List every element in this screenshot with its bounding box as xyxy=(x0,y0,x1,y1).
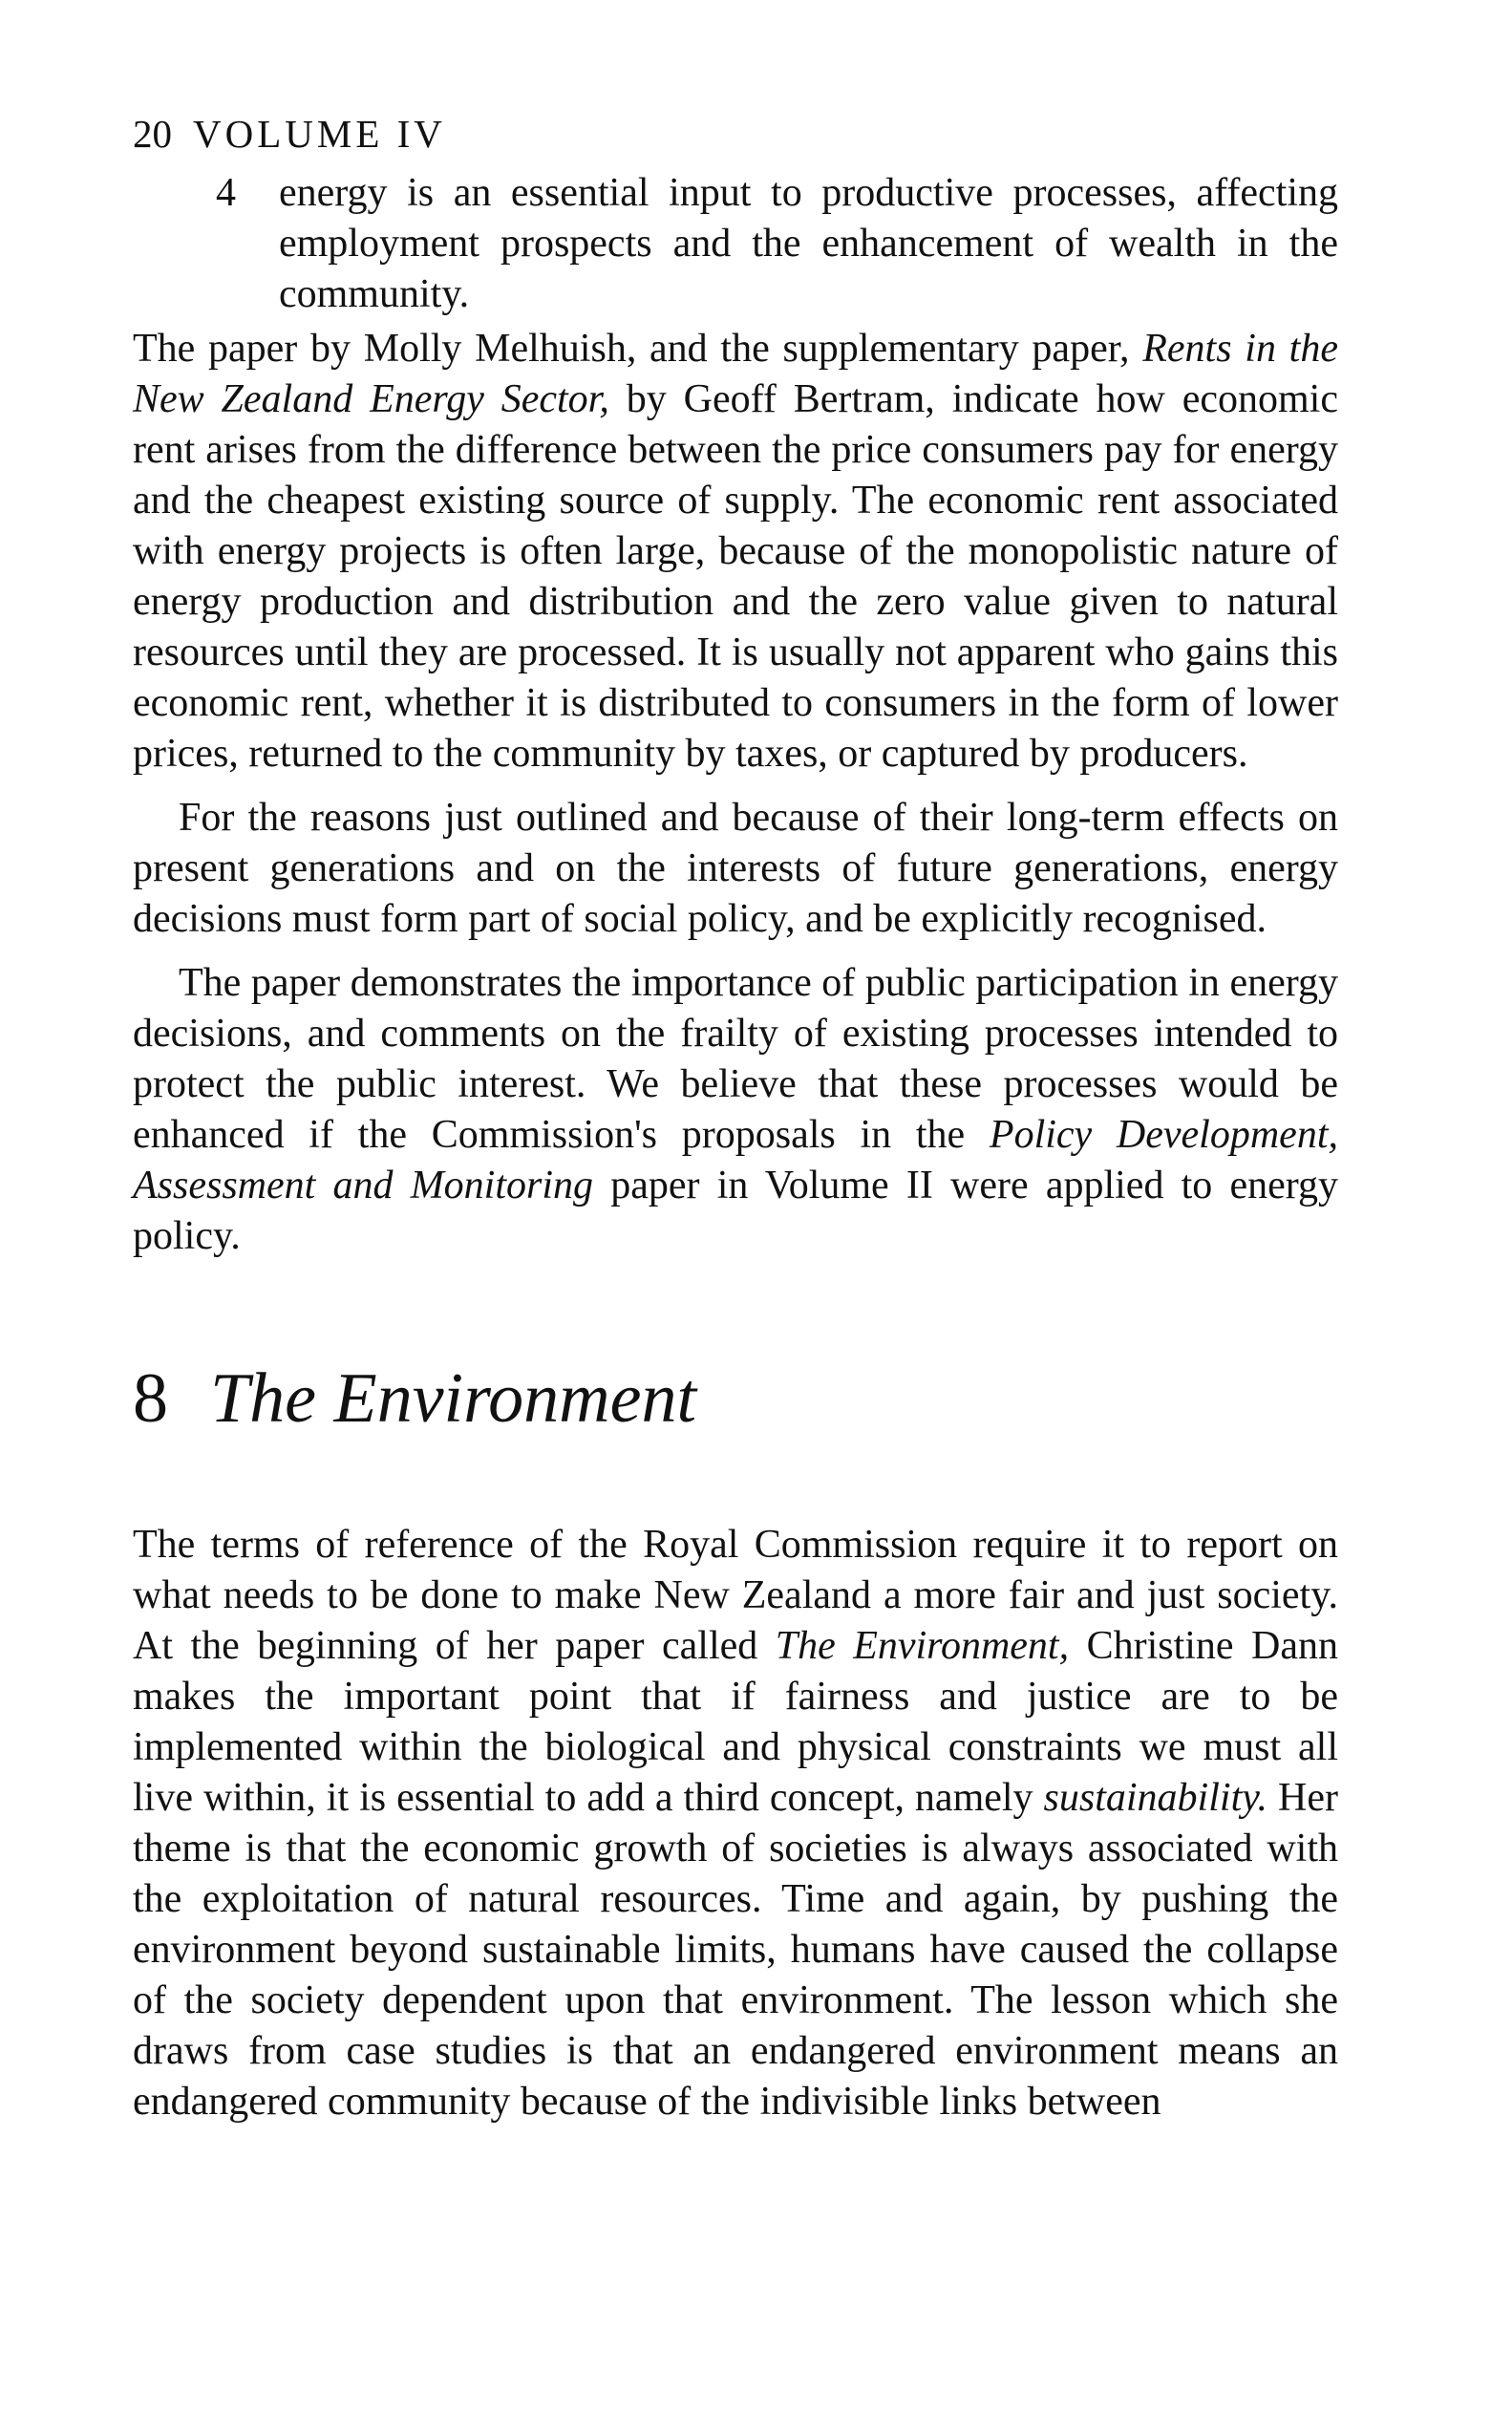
list-item-text: energy is an essential input to productive processes, affecting employment prospects and the enhancement of wealth in the community. xyxy=(279,171,1338,316)
paragraph-text: by Geoff Bertram, indicate how economic rent arises from the difference between the price consumers pay for energy and the cheapest existing source of supply. The economic rent associated with energy projects is often large, because of the monopolistic nature of energy production and distribution and the zero value given to natural resources until they are processed. It is usually not apparent who gains this economic rent, whether it is distributed to consumers in the form of lower prices, returned to the community by taxes, or captured by producers. xyxy=(133,377,1338,776)
paragraph-text: The terms of reference of the Royal Commission require it to report on what needs to be done to make New Zealand a more fair and just society. At the beginning of her paper called xyxy=(133,1523,1338,1668)
paragraph-text: The paper by Molly Melhuish, and the supplementary paper, xyxy=(133,327,1143,371)
paragraph-social-policy: For the reasons just outlined and because of their long-term effects on present generations and on the interests of future generations, energy decisions must form part of social policy, and be explicitly recognised. xyxy=(133,796,1338,941)
page-number: 20 xyxy=(133,112,172,156)
section-heading xyxy=(133,1356,1338,1442)
running-header xyxy=(133,107,1338,160)
paragraph-economic-rent xyxy=(133,324,1338,780)
list-item xyxy=(133,168,1338,320)
document-page xyxy=(133,107,1338,2141)
paragraph-text: paper in Volume II were applied to energy policy. xyxy=(133,1164,1339,1258)
paragraph-environment xyxy=(133,1520,1338,2127)
section-number: 8 xyxy=(133,1359,168,1438)
term-sustainability: sustainability. xyxy=(1043,1776,1268,1820)
paper-title-policy: Policy Development, Assessment and Monitoring xyxy=(133,1113,1338,1208)
section-title: The Environment xyxy=(210,1359,697,1438)
paper-title-environment: The Environment, xyxy=(775,1624,1070,1668)
paragraph-text: The paper demonstrates the importance of public participation in energy decisions, and comments on the frailty of existing processes intended to protect the public interest. We believe that these processes would be enhanced if the Commission's proposals in the xyxy=(133,961,1338,1157)
paper-title-rents: Rents in the New Zealand Energy Sector, xyxy=(133,327,1338,421)
paragraph-text: Christine Dann makes the important point that if fairness and justice are to be implemented within the biological and physical constraints we must all live within, it is essential to add a third concept, namely xyxy=(133,1624,1338,1820)
volume-label: VOLUME IV xyxy=(193,112,446,156)
paragraph-public-participation xyxy=(133,958,1338,1262)
list-item-number: 4 xyxy=(216,171,236,215)
paragraph-text: Her theme is that the economic growth of societies is always associated with the exploitation of natural resources. Time and again, by pushing the environment beyond sustainable limits, humans have caused the collapse of the society dependent upon that environment. The lesson which she draws from case studies is that an endangered environment means an endangered community because of the indivisible links between xyxy=(133,1776,1338,2124)
